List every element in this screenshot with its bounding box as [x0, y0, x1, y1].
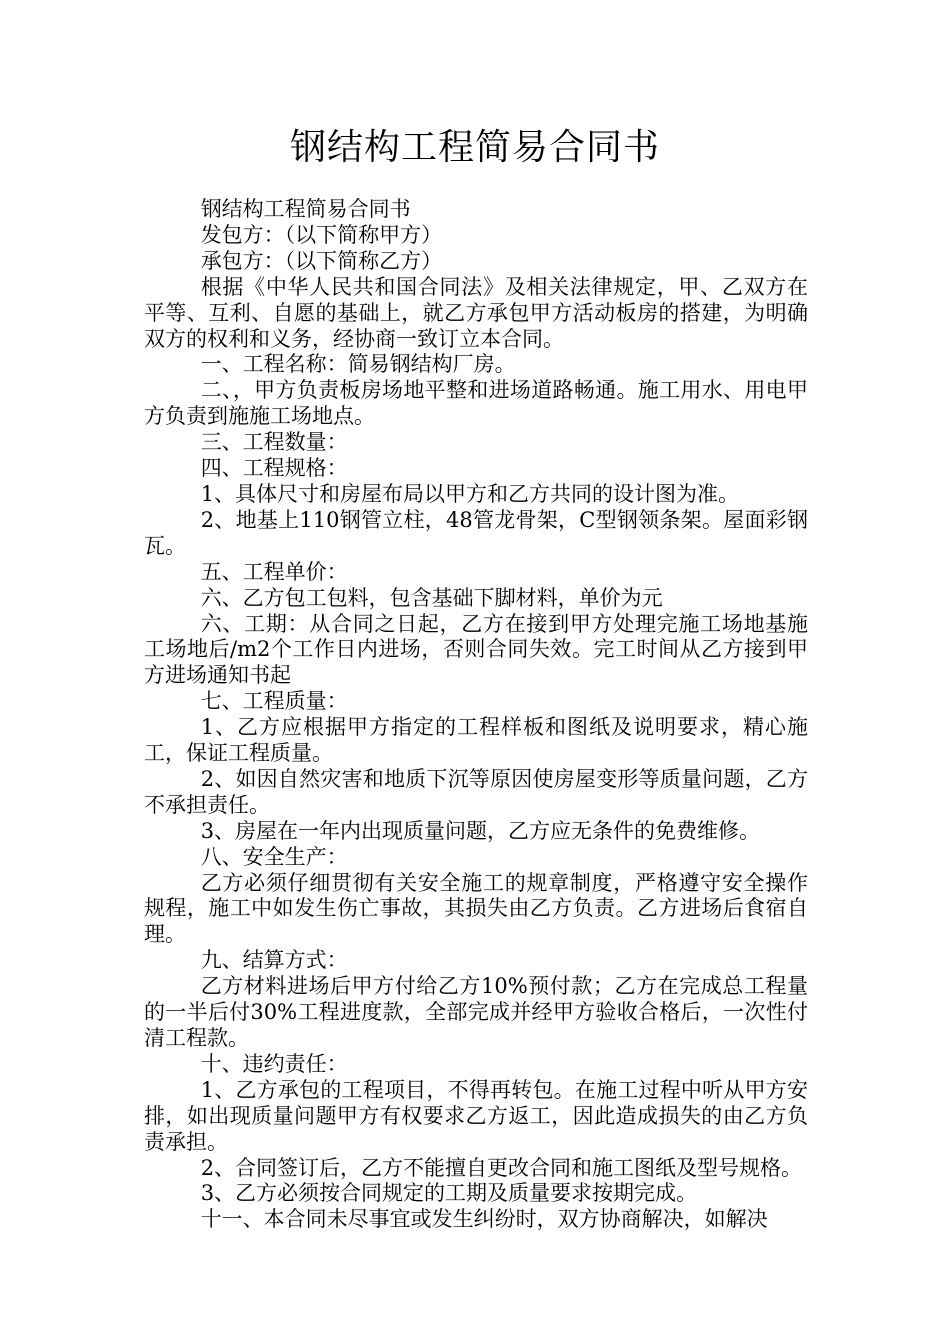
paragraph: 十一、本合同未尽事宜或发生纠纷时，双方协商解决，如解决	[200, 1207, 768, 1232]
paragraph: 四、工程规格：	[200, 456, 348, 481]
paragraph: 六、工期：从合同之日起，乙方在接到甲方处理完施工场地基施工场地后/m2个工作日内进场，否则合同失效。完工时间从乙方接到甲方进场通知书起	[144, 611, 808, 688]
paragraph: 发包方：（以下简称甲方）	[200, 222, 443, 247]
paragraph: 二、，甲方负责板房场地平整和进场道路畅通。施工用水、用电甲方负责到施施工场地点。	[144, 378, 808, 429]
paragraph: 乙方必须仔细贯彻有关安全施工的规章制度，严格遵守安全操作规程，施工中如发生伤亡事故，其损失由乙方负责。乙方进场后食宿自理。	[144, 870, 808, 947]
paragraph: 1、乙方应根据甲方指定的工程样板和图纸及说明要求，精心施工，保证工程质量。	[144, 715, 808, 766]
paragraph: 八、安全生产：	[200, 844, 348, 869]
document-body	[144, 197, 808, 1233]
paragraph: 2、如因自然灾害和地质下沉等原因使房屋变形等质量问题，乙方不承担责任。	[144, 766, 808, 817]
paragraph: 一、工程名称：简易钢结构厂房。	[200, 352, 516, 377]
document-title: 钢结构工程简易合同书	[289, 127, 660, 168]
paragraph: 钢结构工程简易合同书	[200, 197, 411, 221]
paragraph: 1、乙方承包的工程项目，不得再转包。在施工过程中听从甲方安排，如出现质量问题甲方有权要求乙方返工，因此造成损失的由乙方负责承担。	[144, 1077, 808, 1154]
paragraph: 根据《中华人民共和国合同法》及相关法律规定，甲、乙双方在平等、互利、自愿的基础上，就乙方承包甲方活动板房的搭建，为明确双方的权利和义务，经协商一致订立本合同。	[144, 274, 808, 351]
paragraph: 六、乙方包工包料，包含基础下脚材料，单价为元	[200, 585, 663, 610]
paragraph: 2、地基上110钢管立柱，48管龙骨架，C型钢领条架。屋面彩钢瓦。	[144, 507, 808, 558]
paragraph: 五、工程单价：	[200, 559, 348, 584]
paragraph: 三、工程数量：	[200, 430, 348, 455]
paragraph: 2、合同签订后，乙方不能擅自更改合同和施工图纸及型号规格。	[200, 1155, 803, 1180]
paragraph: 3、乙方必须按合同规定的工期及质量要求按期完成。	[200, 1181, 698, 1206]
paragraph: 十、违约责任：	[200, 1051, 348, 1076]
paragraph: 七、工程质量：	[200, 689, 348, 714]
paragraph: 1、具体尺寸和房屋布局以甲方和乙方共同的设计图为准。	[200, 481, 740, 506]
paragraph: 承包方：（以下简称乙方）	[200, 248, 443, 273]
paragraph: 九、结算方式：	[200, 948, 348, 973]
paragraph: 3、房屋在一年内出现质量问题，乙方应无条件的免费维修。	[200, 818, 761, 843]
paragraph: 乙方材料进场后甲方付给乙方10%预付款；乙方在完成总工程量的一半后付30%工程进度款，全部完成并经甲方验收合格后，一次性付清工程款。	[144, 974, 808, 1050]
